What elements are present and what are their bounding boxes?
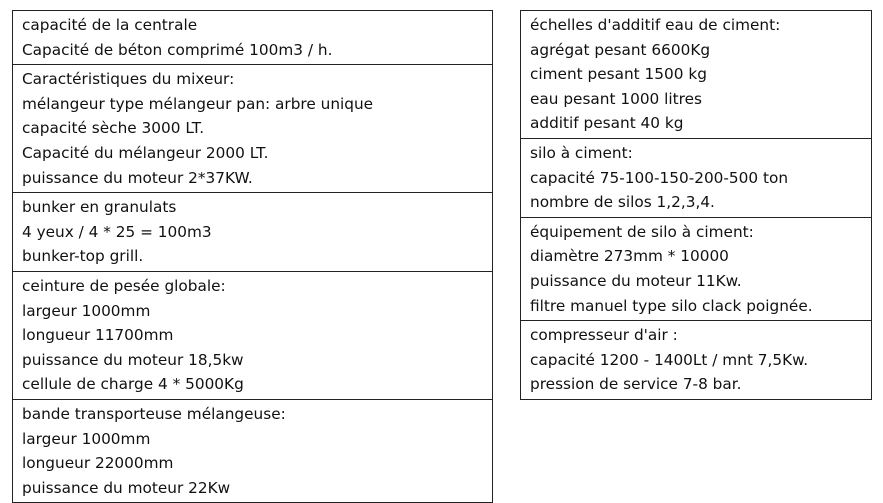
spec-cell-mixer <box>13 65 492 193</box>
cell-line: nombre de silos 1,2,3,4. <box>530 193 715 212</box>
cell-line: puissance du moteur 22Kw <box>22 478 231 497</box>
spec-cell-conveyor-belt <box>13 400 492 502</box>
cell-heading: compresseur d'air : <box>530 326 678 345</box>
cell-heading: Caractéristiques du mixeur: <box>22 70 235 89</box>
cell-heading: bunker en granulats <box>22 198 177 217</box>
spec-cell-weighing-belt <box>13 272 492 400</box>
cell-heading: bande transporteuse mélangeuse: <box>22 404 286 423</box>
spec-cell-additive-scales <box>521 11 871 139</box>
cell-line: filtre manuel type silo clack poignée. <box>530 296 813 315</box>
spec-cell-plant-capacity <box>13 11 492 65</box>
cell-heading: ceinture de pesée globale: <box>22 276 226 295</box>
cell-line: mélangeur type mélangeur pan: arbre unique <box>22 94 374 113</box>
cell-line: largeur 1000mm <box>22 301 151 320</box>
cell-heading: échelles d'additif eau de ciment: <box>530 16 781 34</box>
cell-line: longueur 22000mm <box>22 454 174 473</box>
left-spec-table <box>12 10 493 503</box>
cell-line: additif pesant 40 kg <box>530 114 684 133</box>
cell-line: 4 yeux / 4 * 25 = 100m3 <box>22 222 212 241</box>
cell-line: puissance du moteur 2*37KW. <box>22 168 253 187</box>
cell-line: cellule de charge 4 * 5000Kg <box>22 375 244 394</box>
cell-line: capacité 1200 - 1400Lt / mnt 7,5Kw. <box>530 350 809 369</box>
spec-cell-aggregate-bunker <box>13 193 492 272</box>
cell-line: capacité sèche 3000 LT. <box>22 119 205 138</box>
spec-cell-air-compressor <box>521 321 871 399</box>
cell-heading: silo à ciment: <box>530 143 633 162</box>
cell-line: capacité 75-100-150-200-500 ton <box>530 168 789 187</box>
spec-cell-silo-equipment <box>521 218 871 321</box>
cell-line: Capacité de béton comprimé 100m3 / h. <box>22 40 333 59</box>
cell-line: diamètre 273mm * 10000 <box>530 247 729 266</box>
cell-heading: équipement de silo à ciment: <box>530 222 754 241</box>
cell-line: puissance du moteur 18,5kw <box>22 350 244 369</box>
cell-line: largeur 1000mm <box>22 429 151 448</box>
cell-line: pression de service 7-8 bar. <box>530 375 742 394</box>
cell-line: Capacité du mélangeur 2000 LT. <box>22 143 269 162</box>
cell-heading: capacité de la centrale <box>22 16 198 34</box>
cell-line: longueur 11700mm <box>22 326 174 345</box>
right-spec-table <box>520 10 872 400</box>
cell-line: agrégat pesant 6600Kg <box>530 40 711 59</box>
spec-cell-cement-silo <box>521 139 871 218</box>
cell-line: eau pesant 1000 litres <box>530 89 702 108</box>
cell-line: ciment pesant 1500 kg <box>530 65 707 84</box>
cell-line: puissance du moteur 11Kw. <box>530 271 742 290</box>
cell-line: bunker-top grill. <box>22 247 144 266</box>
